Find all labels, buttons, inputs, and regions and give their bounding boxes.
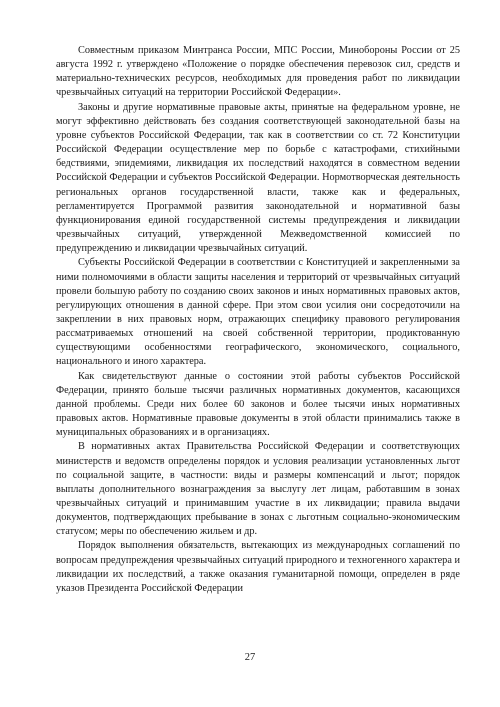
- paragraph: Как свидетельствуют данные о состоянии этой работы субъектов Российской Федерации, принято больше тысячи различных нормативных документов, касающихся данной проблемы. Среди них более 60 законов и более тысячи иных нормативных правовых актов. Нормативные правовые документы в этой области принимались также в муниципальных образованиях и в организациях.: [56, 370, 460, 439]
- page-number: 27: [244, 652, 256, 663]
- paragraph: Порядок выполнения обязательств, вытекающих из международных соглашений по вопросам предупреждения чрезвычайных ситуаций природного и техногенного характера и ликвидации их последствий, а также оказания гуманитарной помощи, определен в ряде указов Президента Российской Федерации: [56, 540, 460, 594]
- paragraph: Законы и другие нормативные правовые акты, принятые на федеральном уровне, не могут эффективно действовать без создания соответствующей законодательной базы на уровне субъектов Российской Федерации, так как в соответствии со ст. 72 Конституции Российской Федерации осуществление мер по борьбе с катастрофами, стихийными бедствиями, эпидемиями, ликвидация их последствий находятся в совместном ведении Российской Федерации и субъектов Российской Федерации. Нормотворческая деятельность региональных органов государственной власти, также как и федеральных, регламентируется Программой развития законодательной и нормативной базы функционирования единой государственной системы предупреждения и ликвидации чрезвычайных ситуаций, утвержденной Межведомственной комиссией по предупреждению и ликвидации чрезвычайных ситуаций.: [56, 101, 460, 255]
- body-text: [56, 44, 460, 596]
- paragraph: Субъекты Российской Федерации в соответствии с Конституцией и закрепленными за ними полномочиями в области защиты населения и территорий от чрезвычайных ситуаций провели большую работу по созданию своих законов и иных нормативных правовых актов, регулирующих отношения в данной сфере. При этом свои усилия они сосредоточили на закреплении в них правовых норм, отражающих специфику правового регулирования рассматриваемых отношений на своей собственной территории, продиктованную существующими особенностями географического, экономического, социального, национального и иного характера.: [56, 257, 460, 368]
- paragraph: В нормативных актах Правительства Российской Федерации и соответствующих министерств и ведомств определены порядок и условия реализации установленных льгот по социальной защите, в частности: виды и размеры компенсаций и льгот; порядок выплаты дополнительного вознаграждения за выслугу лет лицам, работавшим в зонах чрезвычайных ситуаций и принимавшим участие в их ликвидации; правила выдачи документов, подтверждающих пребывание в зонах с льготным социально-экономическим статусом; меры по обеспечению жильем и др.: [56, 441, 460, 538]
- paragraph: Совместным приказом Минтранса России, МПС России, Минобороны России от 25 августа 1992 г. утверждено «Положение о порядке обеспечения перевозок сил, средств и материально-технических ресурсов, необходимых для проведения работ по ликвидации чрезвычайных ситуаций на территории Российской Федерации».: [56, 45, 460, 99]
